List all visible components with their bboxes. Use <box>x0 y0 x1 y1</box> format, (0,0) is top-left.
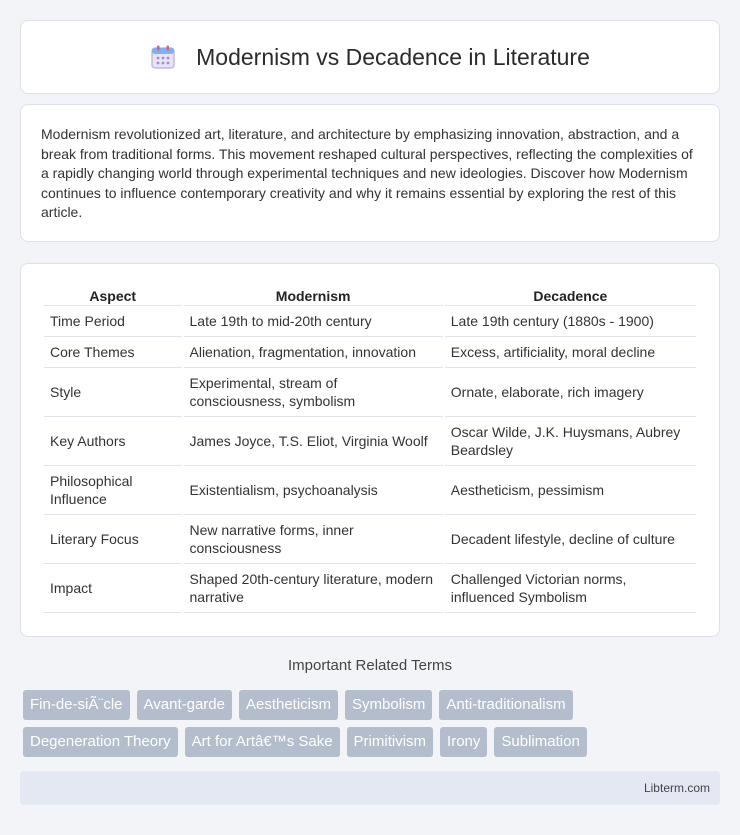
tag-avant-garde[interactable]: Avant-garde <box>137 690 232 720</box>
header-aspect: Aspect <box>44 284 182 306</box>
modernism-cell: Existentialism, psychoanalysis <box>184 466 443 515</box>
aspect-cell: Style <box>44 368 182 417</box>
tag-symbolism[interactable]: Symbolism <box>345 690 432 720</box>
intro-card <box>20 104 720 242</box>
decadence-cell: Ornate, elaborate, rich imagery <box>445 368 696 417</box>
aspect-cell: Literary Focus <box>44 515 182 564</box>
decadence-cell: Challenged Victorian norms, influenced Symbolism <box>445 564 696 613</box>
table-row <box>44 466 696 515</box>
aspect-cell: Time Period <box>44 306 182 337</box>
header-decadence: Decadence <box>445 284 696 306</box>
modernism-cell: Shaped 20th-century literature, modern narrative <box>184 564 443 613</box>
footer <box>20 771 720 805</box>
tag-sublimation[interactable]: Sublimation <box>494 727 586 757</box>
table-header-row <box>44 284 696 306</box>
tag-art-for-arts-sake[interactable]: Art for Artâ€™s Sake <box>185 727 340 757</box>
decadence-cell: Excess, artificiality, moral decline <box>445 337 696 368</box>
modernism-cell: Alienation, fragmentation, innovation <box>184 337 443 368</box>
decadence-cell: Aestheticism, pessimism <box>445 466 696 515</box>
calendar-icon <box>150 44 176 70</box>
aspect-cell: Philosophical Influence <box>44 466 182 515</box>
related-terms-heading: Important Related Terms <box>288 657 452 674</box>
intro-paragraph: Modernism revolutionized art, literature, and architecture by emphasizing innovation, abstraction, and a break from traditional forms. This movement reshaped cultural perspectives, reflecting the complexities of a rapidly changing world through experimental techniques and new ideologies. Discover how Modernism continues to influence contemporary creativity and why it remains essential by exploring the rest of this article. <box>41 126 693 221</box>
header-modernism: Modernism <box>184 284 443 306</box>
comparison-card <box>20 263 720 637</box>
tag-degeneration-theory[interactable]: Degeneration Theory <box>23 727 178 757</box>
tag-fin-de-siecle[interactable]: Fin-de-siÃ¨cle <box>23 690 130 720</box>
title-card <box>20 20 720 94</box>
table-row <box>44 515 696 564</box>
footer-site-link[interactable]: Libterm.com <box>643 781 710 795</box>
decadence-cell: Decadent lifestyle, decline of culture <box>445 515 696 564</box>
aspect-cell: Key Authors <box>44 417 182 466</box>
aspect-cell: Impact <box>44 564 182 613</box>
decadence-cell: Late 19th century (1880s - 1900) <box>445 306 696 337</box>
comparison-table <box>42 284 698 613</box>
modernism-cell: New narrative forms, inner consciousness <box>184 515 443 564</box>
table-row <box>44 564 696 613</box>
tag-row <box>23 727 723 757</box>
modernism-cell: Late 19th to mid-20th century <box>184 306 443 337</box>
tag-row <box>23 690 723 720</box>
aspect-cell: Core Themes <box>44 337 182 368</box>
decadence-cell: Oscar Wilde, J.K. Huysmans, Aubrey Beardsley <box>445 417 696 466</box>
table-row <box>44 306 696 337</box>
table-row <box>44 417 696 466</box>
table-row <box>44 337 696 368</box>
tag-primitivism[interactable]: Primitivism <box>347 727 434 757</box>
table-row <box>44 368 696 417</box>
related-terms-list <box>23 690 723 764</box>
tag-irony[interactable]: Irony <box>440 727 487 757</box>
tag-anti-traditionalism[interactable]: Anti-traditionalism <box>439 690 572 720</box>
page-title: Modernism vs Decadence in Literature <box>196 43 590 70</box>
tag-aestheticism[interactable]: Aestheticism <box>239 690 338 720</box>
modernism-cell: Experimental, stream of consciousness, symbolism <box>184 368 443 417</box>
modernism-cell: James Joyce, T.S. Eliot, Virginia Woolf <box>184 417 443 466</box>
